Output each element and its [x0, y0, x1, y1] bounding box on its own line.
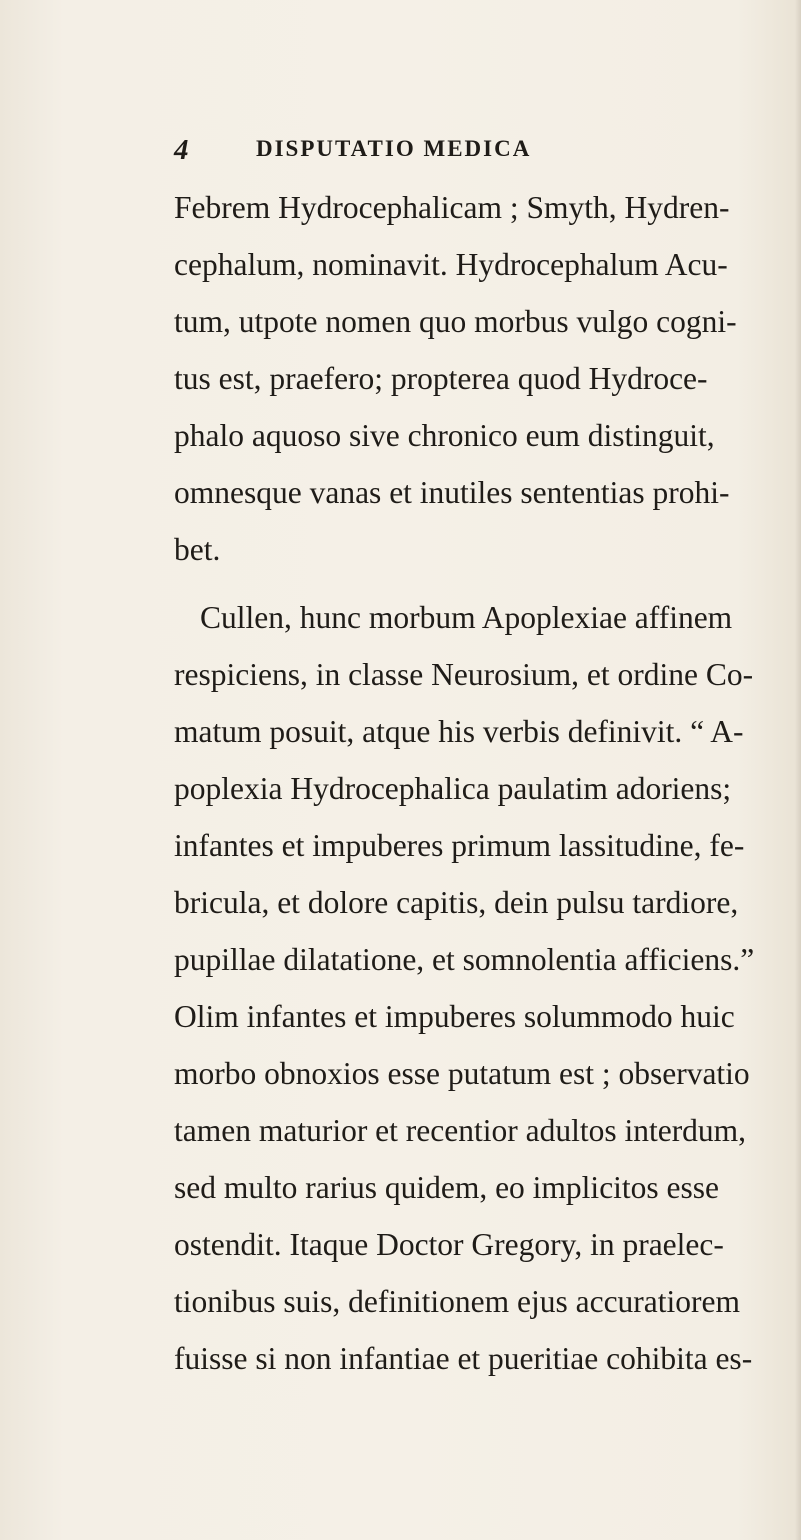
- text-line: Febrem Hydrocephalicam ; Smyth, Hydren-: [174, 190, 730, 225]
- text-line: tum, utpote nomen quo morbus vulgo cogni-: [174, 304, 737, 339]
- text-line: respiciens, in classe Neurosium, et ordine Co-: [174, 657, 754, 692]
- page-edge-shadow: [795, 0, 801, 1540]
- text-line: pupillae dilatatione, et somnolentia afficiens.”: [174, 942, 755, 977]
- text-line: Olim infantes et impuberes solummodo huic: [174, 999, 735, 1034]
- page-header: [174, 134, 694, 170]
- text-line: poplexia Hydrocephalica paulatim adoriens;: [174, 771, 732, 806]
- text-line: cephalum, nominavit. Hydrocephalum Acu-: [174, 247, 728, 282]
- text-line: Cullen, hunc morbum Apoplexiae affinem: [200, 600, 733, 635]
- running-head: DISPUTATIO MEDICA: [256, 136, 532, 161]
- text-line: morbo obnoxios esse putatum est ; observatio: [174, 1056, 750, 1091]
- text-line: tamen maturior et recentior adultos interdum,: [174, 1113, 747, 1148]
- text-line: tionibus suis, definitionem ejus accuratiorem: [174, 1284, 741, 1319]
- text-line: ostendit. Itaque Doctor Gregory, in praelec-: [174, 1227, 724, 1262]
- text-line: bet.: [174, 532, 221, 567]
- text-line: bricula, et dolore capitis, dein pulsu tardiore,: [174, 885, 739, 920]
- text-line: tus est, praefero; propterea quod Hydroce-: [174, 361, 708, 396]
- text-line: infantes et impuberes primum lassitudine, fe-: [174, 828, 745, 863]
- text-line: phalo aquoso sive chronico eum distinguit,: [174, 418, 715, 453]
- text-line: omnesque vanas et inutiles sententias prohi-: [174, 475, 730, 510]
- text-line: fuisse si non infantiae et pueritiae cohibita es-: [174, 1341, 753, 1376]
- page-number: 4: [174, 134, 189, 166]
- text-line: matum posuit, atque his verbis definivit. “ A-: [174, 714, 744, 749]
- text-line: sed multo rarius quidem, eo implicitos esse: [174, 1170, 720, 1205]
